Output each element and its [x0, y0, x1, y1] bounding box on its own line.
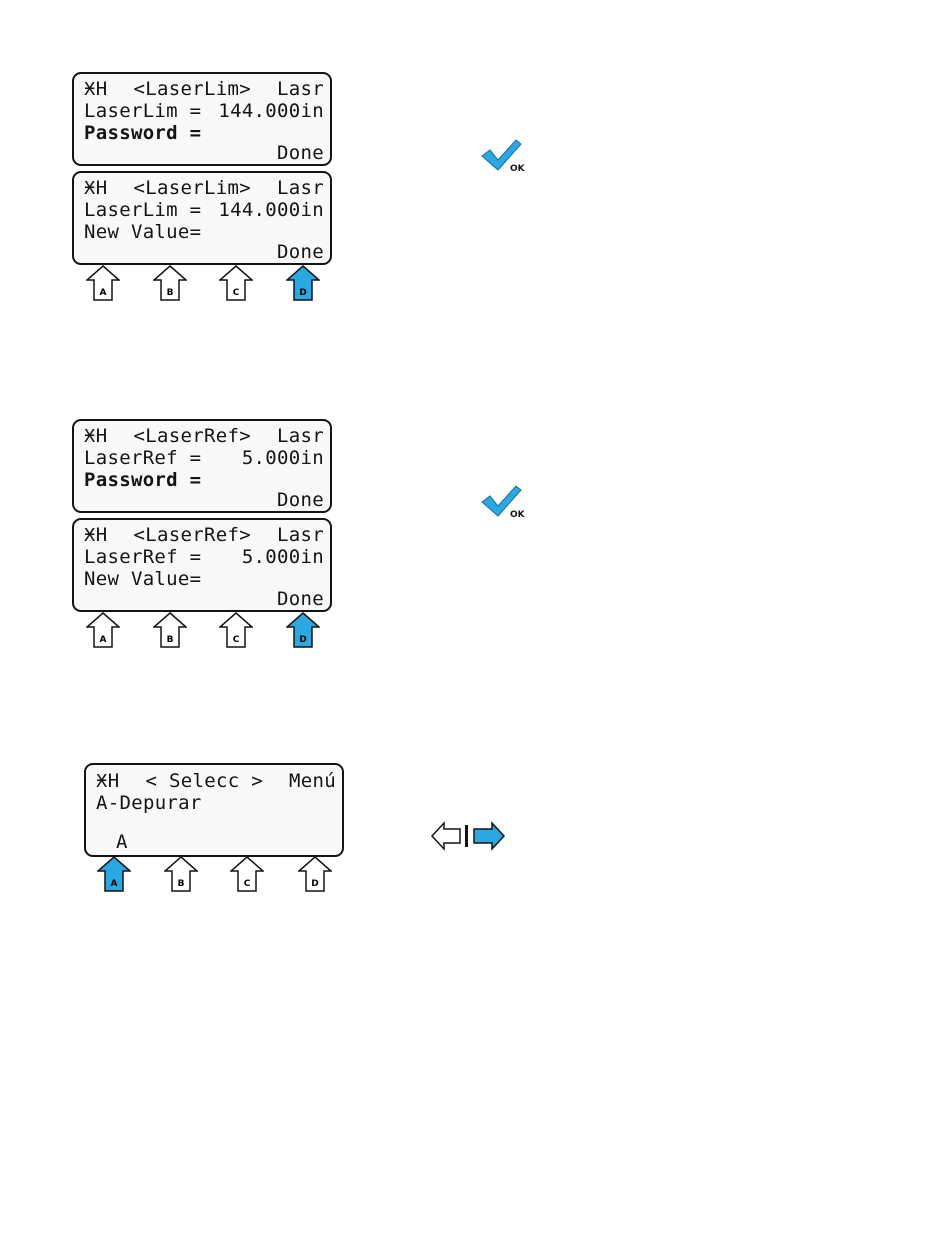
lcd-header-left: ӾH	[96, 770, 120, 792]
lcd-header-left: ӾH	[84, 177, 108, 199]
softkey-d-label: D	[299, 635, 307, 645]
softkey-d-label: D	[299, 288, 307, 298]
lcd-value: 5.000in	[241, 546, 324, 568]
lcd-header-left: ӾH	[84, 425, 108, 447]
lcd-header	[84, 425, 324, 447]
softkey-b-label: B	[177, 879, 185, 889]
lcd-laserlim-newvalue	[72, 171, 332, 265]
lcd-value-line	[84, 447, 324, 469]
softkey-c-label: C	[243, 879, 251, 889]
lcd-header-right: Lasr	[277, 78, 324, 100]
lcd-menu-item: A-Depurar	[96, 792, 202, 814]
ok-text: OK	[510, 164, 525, 174]
softkey-c[interactable]	[219, 612, 253, 648]
lcd-header	[84, 177, 324, 199]
lcd-header-center: <LaserRef>	[133, 524, 251, 546]
softkey-a-active[interactable]	[97, 856, 131, 892]
softkey-d-label: D	[311, 879, 319, 889]
softkey-c-label: C	[232, 288, 240, 298]
softkey-b-label: B	[166, 635, 174, 645]
softkey-c-label: C	[232, 635, 240, 645]
lcd-header	[96, 770, 336, 792]
softkey-b-label: B	[166, 288, 174, 298]
lcd-header-right: Menú	[289, 770, 336, 792]
lcd-new-value-prompt: New Value=	[84, 568, 202, 590]
lcd-laserref-newvalue	[72, 518, 332, 612]
left-right-arrows-icon	[430, 820, 506, 852]
softkey-a[interactable]	[86, 612, 120, 648]
softkey-d-active[interactable]	[286, 265, 320, 301]
lcd-header	[84, 78, 324, 100]
lcd-header-right: Lasr	[277, 425, 324, 447]
lcd-header	[84, 524, 324, 546]
lcd-value-label: LaserRef =	[84, 447, 202, 469]
softkey-b[interactable]	[153, 612, 187, 648]
softkey-c[interactable]	[219, 265, 253, 301]
softkey-b[interactable]	[153, 265, 187, 301]
softkey-a[interactable]	[86, 265, 120, 301]
lcd-header-center: <LaserLim>	[133, 78, 251, 100]
lcd-value-line	[84, 546, 324, 568]
lcd-done-label: Done	[277, 489, 324, 511]
softkey-a-label: A	[99, 288, 107, 298]
lcd-header-center: <LaserRef>	[133, 425, 251, 447]
lcd-header-left: ӾH	[84, 78, 108, 100]
softkey-d-active[interactable]	[286, 612, 320, 648]
softkey-a-label: A	[110, 879, 118, 889]
ok-checkmark-icon	[478, 138, 526, 174]
lcd-password-prompt: Password =	[84, 469, 202, 491]
lcd-header-left: ӾH	[84, 524, 108, 546]
ok-text: OK	[510, 510, 525, 520]
lcd-value-line	[84, 199, 324, 221]
softkey-d[interactable]	[298, 856, 332, 892]
lcd-value-label: LaserLim =	[84, 199, 202, 221]
lcd-value-label: LaserLim =	[84, 100, 202, 122]
lcd-new-value-prompt: New Value=	[84, 221, 202, 243]
lcd-header-right: Lasr	[277, 524, 324, 546]
softkey-b[interactable]	[164, 856, 198, 892]
lcd-header-center: <LaserLim>	[133, 177, 251, 199]
lcd-laserref-password	[72, 419, 332, 513]
lcd-value: 144.000in	[218, 100, 324, 122]
lcd-header-center: < Selecc >	[145, 770, 263, 792]
lcd-softkey-label-a: A	[116, 831, 128, 853]
lcd-laserlim-password	[72, 72, 332, 166]
lcd-select-menu	[84, 763, 344, 857]
lcd-done-label: Done	[277, 142, 324, 164]
softkey-a-label: A	[99, 635, 107, 645]
lcd-value: 144.000in	[218, 199, 324, 221]
lcd-done-label: Done	[277, 241, 324, 263]
lcd-header-right: Lasr	[277, 177, 324, 199]
lcd-value: 5.000in	[241, 447, 324, 469]
lcd-password-prompt: Password =	[84, 122, 202, 144]
lcd-value-label: LaserRef =	[84, 546, 202, 568]
softkey-c[interactable]	[230, 856, 264, 892]
lcd-done-label: Done	[277, 588, 324, 610]
ok-checkmark-icon	[478, 484, 526, 520]
lcd-value-line	[84, 100, 324, 122]
